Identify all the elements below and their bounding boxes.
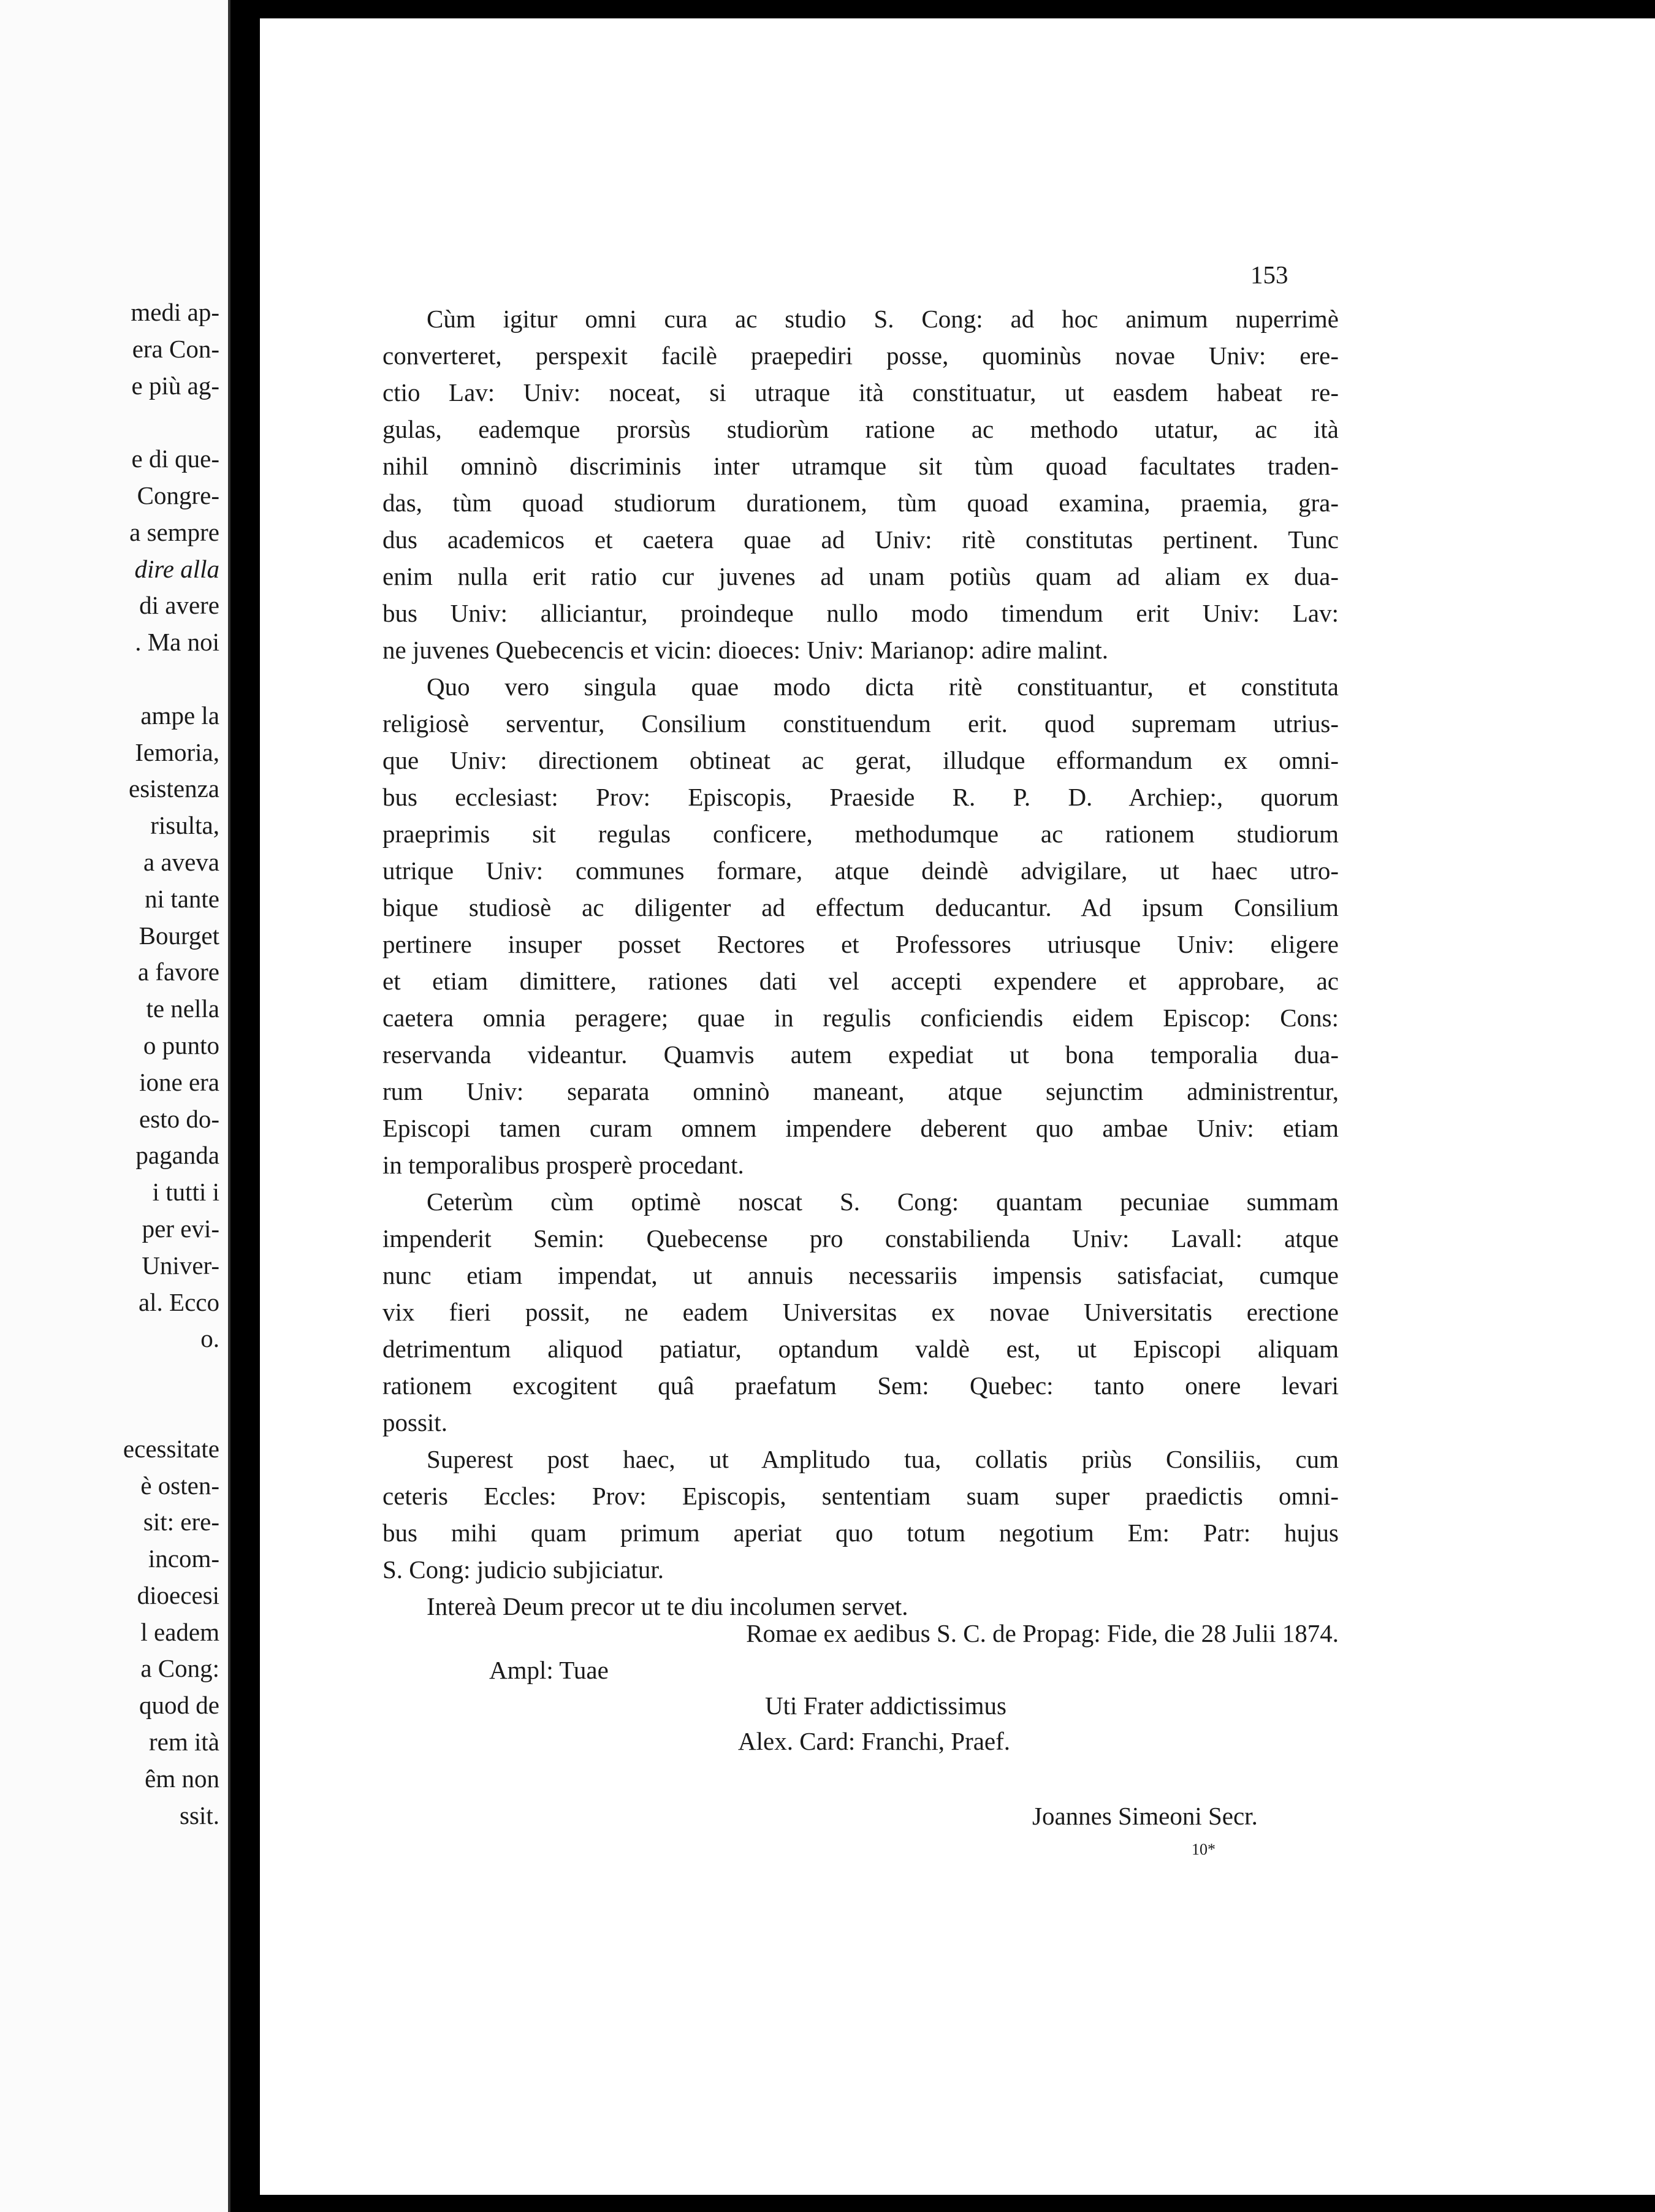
left-page-line: dioecesi [137, 1581, 219, 1609]
body-line: pertinere insuper posset Rectores et Professores utriusque Univ: eligere [382, 930, 1339, 958]
left-page-line [0, 404, 228, 441]
body-line: que Univ: directionem obtineat ac gerat, illudque efformandum ex omni- [382, 746, 1339, 774]
body-line: bus ecclesiast: Prov: Episcopis, Praeside R. P. D. Archiep:, quorum [382, 783, 1339, 811]
left-page-line: Congre- [137, 481, 219, 509]
body-line: nihil omninò discriminis inter utramque sit tùm quoad facultates traden- [382, 452, 1339, 480]
left-page-line: medi ap- [131, 298, 219, 326]
secretary: Joannes Simeoni Secr. [1032, 1802, 1258, 1830]
body-line: bus mihi quam primum aperiat quo totum negotium Em: Patr: hujus [382, 1519, 1339, 1547]
left-page-line: o. [200, 1324, 219, 1353]
left-page-line: ione era [139, 1067, 219, 1096]
left-page-line: dire alla [134, 554, 219, 583]
date-line: Romae ex aedibus S. C. de Propag: Fide, die 28 Julii 1874. [746, 1619, 1339, 1647]
body-line: S. Cong: judicio subjiciatur. [382, 1555, 664, 1584]
left-page-line: a favore [137, 958, 219, 986]
body-line: et etiam dimittere, rationes dati vel accepti expendere et approbare, ac [382, 967, 1339, 995]
body-line: detrimentum aliquod patiatur, optandum valdè est, ut Episcopi aliquam [382, 1335, 1339, 1363]
left-page-line: a aveva [143, 847, 219, 876]
left-page-line: esto do- [139, 1104, 219, 1133]
body-line: in temporalibus prosperè procedant. [382, 1151, 744, 1179]
body-line: utrique Univ: communes formare, atque deindè advigilare, ut haec utro- [382, 856, 1339, 885]
left-page-line: êm non [145, 1764, 219, 1793]
body-line: impenderit Semin: Quebecense pro constabilienda Univ: Lavall: atque [382, 1224, 1339, 1253]
body-line: praeprimis sit regulas conficere, methodumque ac rationem studiorum [382, 820, 1339, 848]
body-line: bus Univ: alliciantur, proindeque nullo modo timendum erit Univ: Lav: [382, 599, 1339, 627]
body-line: religiosè serventur, Consilium constituendum erit. quod supremam utrius- [382, 709, 1339, 738]
left-page-line: Univer- [142, 1251, 219, 1280]
left-page-line: e più ag- [131, 371, 219, 400]
left-page-line [0, 661, 228, 698]
left-page-line: Iemoria, [135, 738, 219, 766]
left-page-line: a sempre [129, 517, 219, 546]
left-page-line: e di que- [131, 444, 219, 473]
left-page-line: i tutti i [152, 1178, 219, 1207]
left-page-line: ni tante [145, 884, 219, 913]
body-line: ceteris Eccles: Prov: Episcopis, sententiam suam super praedictis omni- [382, 1482, 1339, 1510]
left-page-line: esistenza [129, 774, 219, 803]
left-page-line: quod de [139, 1691, 219, 1720]
left-page-line: ampe la [140, 701, 219, 730]
left-page-line: Bourget [139, 921, 219, 950]
left-page-text [0, 294, 228, 1834]
body-line: ctio Lav: Univ: noceat, si utraque ità constituatur, ut easdem habeat re- [382, 378, 1339, 406]
letter-body [382, 300, 1339, 1625]
body-line: enim nulla erit ratio cur juvenes ad unam potiùs quam ad aliam ex dua- [382, 562, 1339, 590]
body-line: possit. [382, 1408, 447, 1436]
left-page-line: è osten- [140, 1471, 219, 1500]
left-page-line: era Con- [132, 334, 219, 363]
left-page-line: risulta, [150, 811, 219, 840]
signature-mark: 10* [1192, 1840, 1216, 1858]
body-line: rum Univ: separata omninò maneant, atque sejunctim administrentur, [382, 1077, 1339, 1105]
body-line: das, tùm quoad studiorum durationem, tùm quoad examina, praemia, gra- [382, 489, 1339, 517]
left-page-line: rem ità [149, 1728, 219, 1756]
body-line: Ceterùm cùm optimè noscat S. Cong: quantam pecuniae summam [427, 1188, 1339, 1216]
body-line: converteret, perspexit facilè praepediri posse, quominùs novae Univ: ere- [382, 341, 1339, 370]
body-line: bique studiosè ac diligenter ad effectum deducantur. Ad ipsum Consilium [382, 893, 1339, 921]
left-page-line: o punto [143, 1031, 219, 1059]
left-page-line: te nella [146, 994, 219, 1023]
left-page-line: paganda [135, 1141, 219, 1170]
body-line: Intereà Deum precor ut te diu incolumen servet. [427, 1592, 908, 1620]
body-line: Episcopi tamen curam omnem impendere deberent quo ambae Univ: etiam [382, 1114, 1339, 1142]
frater-line: Uti Frater addictissimus [765, 1691, 1007, 1720]
left-page-line: ssit. [180, 1801, 219, 1829]
body-line: vix fieri possit, ne eadem Universitas ex novae Universitatis erectione [382, 1298, 1339, 1326]
body-line: nunc etiam impendat, ut annuis necessariis impensis satisfaciat, cumque [382, 1261, 1339, 1289]
body-line: reservanda videantur. Quamvis autem expediat ut bona temporalia dua- [382, 1040, 1339, 1069]
left-page-line: a Cong: [140, 1654, 219, 1683]
left-page-line: . Ma noi [135, 628, 219, 657]
left-page-line: per evi- [142, 1214, 219, 1243]
left-page-line: incom- [148, 1544, 219, 1573]
left-page-line: l eadem [140, 1617, 219, 1646]
body-line: dus academicos et caetera quae ad Univ: ritè constitutas pertinent. Tunc [382, 525, 1339, 554]
left-page-line: di avere [139, 591, 219, 620]
left-page-line: al. Ecco [138, 1287, 219, 1316]
body-line: caetera omnia peragere; quae in regulis conficiendis eidem Episcop: Cons: [382, 1004, 1339, 1032]
left-page-line: sit: ere- [143, 1508, 219, 1536]
salutation: Ampl: Tuae [489, 1656, 609, 1684]
body-line: Cùm igitur omni cura ac studio S. Cong: ad hoc animum nuperrimè [427, 305, 1339, 333]
body-line: Superest post haec, ut Amplitudo tua, collatis priùs Consiliis, cum [427, 1445, 1339, 1473]
body-line: rationem excogitent quâ praefatum Sem: Quebec: tanto onere levari [382, 1371, 1339, 1400]
body-line: gulas, eademque prorsùs studiorùm ratione ac methodo utatur, ac ità [382, 415, 1339, 443]
left-page-line: ecessitate [123, 1434, 219, 1463]
left-page-fragment [0, 0, 230, 2212]
body-line: Quo vero singula quae modo dicta ritè constituantur, et constituta [427, 673, 1339, 701]
left-page-line [0, 1394, 228, 1431]
page-number: 153 [1250, 261, 1288, 289]
signatory: Alex. Card: Franchi, Praef. [738, 1727, 1011, 1755]
body-line: ne juvenes Quebecencis et vicin: dioeces: Univ: Marianop: adire malint. [382, 636, 1109, 664]
left-page-line [0, 1357, 228, 1394]
